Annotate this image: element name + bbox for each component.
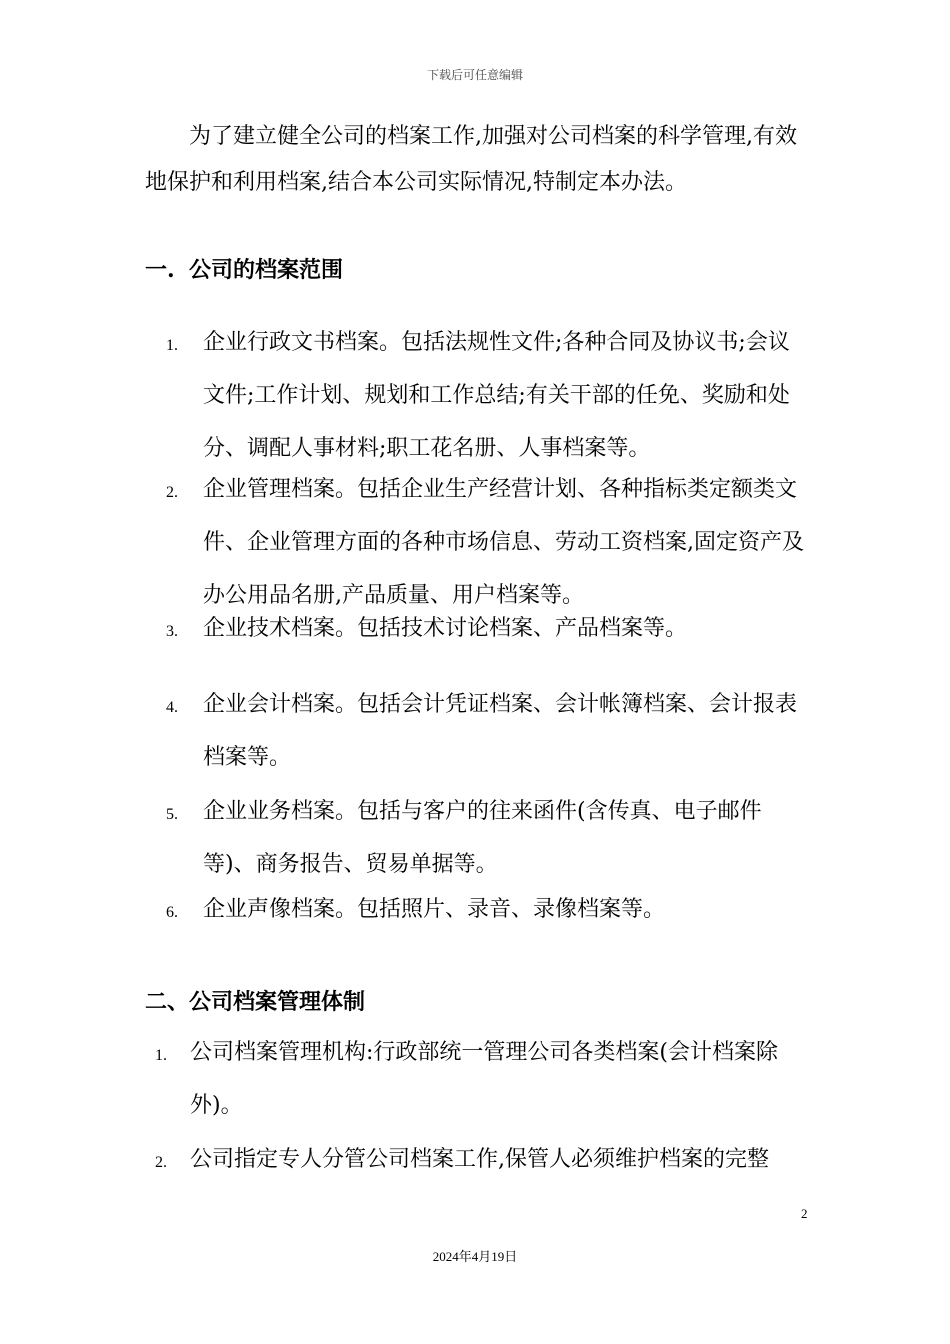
section-1-heading [145, 253, 343, 284]
list-item-number: 6. [166, 904, 178, 921]
list-item [166, 611, 810, 647]
list-item [166, 316, 810, 475]
page-number: 2 [801, 1206, 808, 1221]
list-item-text: 企业行政文书档案。包括法规性文件;各种合同及协议书;会议文件;工作计划、规划和工作总结;有关干部的任免、奖励和处分、调配人事材料;职工花名册、人事档案等。 [203, 330, 790, 461]
intro-text: 为了建立健全公司的档案工作,加强对公司档案的科学管理,有效地保护和利用档案,结合本公司实际情况,特制定本办法。 [145, 124, 797, 195]
list-item-number: 3. [166, 623, 178, 640]
list-item-number: 5. [166, 806, 178, 823]
list-item [166, 785, 810, 891]
list-item-text: 企业声像档案。包括照片、录音、录像档案等。 [203, 897, 666, 922]
list-item-number: 4. [166, 699, 178, 716]
list-item [155, 1026, 810, 1132]
list-item-number: 1. [155, 1047, 167, 1064]
list-item [166, 892, 810, 928]
list-item-text: 企业技术档案。包括技术讨论档案、产品档案等。 [203, 616, 688, 641]
list-item [166, 463, 810, 622]
list-item-text: 公司档案管理机构:行政部统一管理公司各类档案(会计档案除外)。 [190, 1040, 778, 1118]
list-item-text: 企业业务档案。包括与客户的往来函件(含传真、电子邮件等)、商务报告、贸易单据等。 [203, 799, 762, 877]
page-footer-date: 2024年4月19日 [432, 1249, 518, 1264]
list-item-text: 企业会计档案。包括会计凭证档案、会计帐簿档案、会计报表档案等。 [203, 692, 798, 770]
intro-paragraph [145, 114, 810, 206]
section-1-number: 一. [145, 257, 175, 283]
list-item-text: 公司指定专人分管公司档案工作,保管人必须维护档案的完整 [190, 1147, 769, 1172]
list-item-number: 2. [155, 1154, 167, 1171]
list-item-text: 企业管理档案。包括企业生产经营计划、各种指标类定额类文件、企业管理方面的各种市场信息、劳动工资档案,固定资产及办公用品名册,产品质量、用户档案等。 [203, 477, 804, 608]
list-item [166, 678, 810, 784]
page-header: 下载后可任意编辑 [426, 68, 523, 82]
list-item [155, 1133, 810, 1186]
section-2-title: 二、公司档案管理体制 [145, 989, 366, 1015]
list-item-number: 1. [166, 337, 178, 354]
section-2-heading [145, 985, 365, 1016]
section-1-title: 公司的档案范围 [189, 257, 344, 283]
list-item-number: 2. [166, 484, 178, 501]
